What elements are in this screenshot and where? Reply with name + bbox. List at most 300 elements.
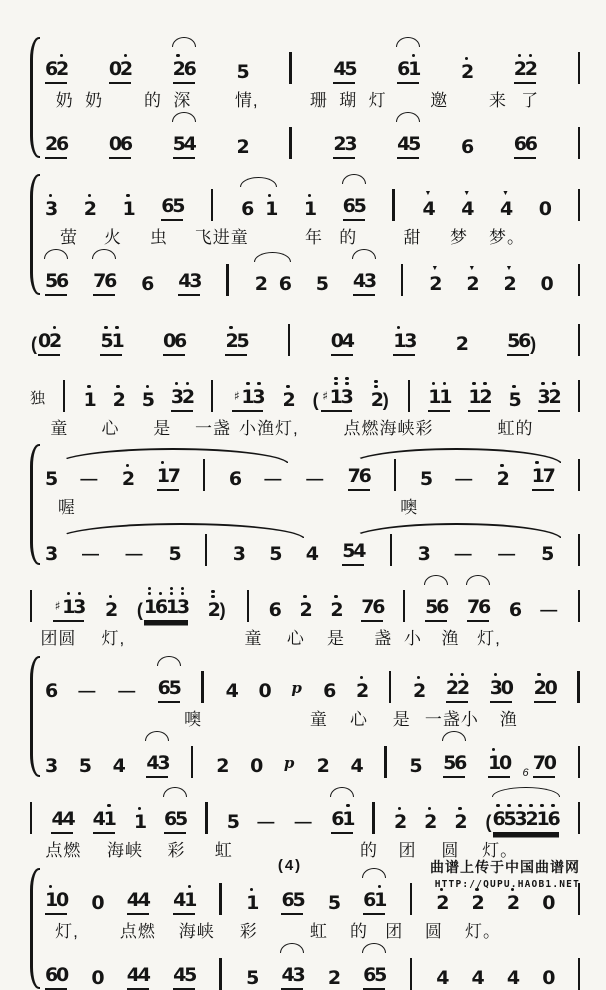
note-column bbox=[506, 954, 521, 990]
octave-dot-icon bbox=[417, 676, 421, 680]
note-column bbox=[508, 376, 522, 412]
note-digits bbox=[487, 752, 513, 778]
note-column bbox=[342, 527, 367, 566]
score bbox=[30, 36, 580, 990]
note-group bbox=[91, 954, 105, 990]
barline bbox=[578, 534, 580, 566]
lyric-word: 灯, bbox=[477, 629, 501, 648]
system-3 bbox=[30, 364, 580, 439]
note-group bbox=[228, 455, 243, 491]
note-digit: 0 bbox=[108, 133, 123, 155]
note-digit: 6 bbox=[241, 198, 255, 220]
tuplet-number: 6 bbox=[522, 767, 529, 779]
note-mark bbox=[56, 54, 67, 58]
note-digit: 3 bbox=[170, 386, 185, 408]
note-column bbox=[534, 664, 556, 703]
duration-dash: — bbox=[257, 812, 275, 831]
system-rows bbox=[30, 308, 580, 356]
note-mark bbox=[166, 587, 177, 596]
note-column bbox=[146, 739, 171, 778]
system-7 bbox=[30, 767, 580, 861]
note-column bbox=[460, 123, 475, 159]
octave-dot-icon bbox=[552, 382, 556, 386]
octave-dot-icon bbox=[175, 382, 179, 386]
lyric-word: 渔 bbox=[499, 710, 518, 729]
note-digit: 1 bbox=[143, 596, 158, 618]
note-column bbox=[348, 452, 370, 491]
music-row bbox=[45, 518, 580, 566]
note-group bbox=[500, 185, 514, 221]
lyric-word: 来 bbox=[489, 91, 508, 110]
lyric-word: 是 bbox=[153, 419, 172, 438]
note-mark bbox=[548, 804, 559, 808]
octave-dot-icon bbox=[334, 595, 338, 599]
note-marks-row bbox=[507, 954, 518, 967]
note-digits bbox=[343, 195, 365, 221]
note-column bbox=[93, 257, 118, 296]
note-column bbox=[393, 317, 418, 356]
note-marks-row bbox=[109, 45, 131, 58]
note-digits bbox=[269, 599, 280, 622]
barline bbox=[247, 590, 249, 622]
note-digits bbox=[246, 967, 260, 990]
note-group bbox=[485, 767, 561, 834]
note-digit: 0 bbox=[498, 752, 513, 774]
music-row bbox=[45, 173, 580, 221]
note-digits bbox=[121, 468, 136, 491]
note-digit: 5 bbox=[226, 811, 240, 833]
note-column bbox=[269, 586, 280, 622]
lyric-word: 童 bbox=[309, 710, 328, 729]
note-digit: 4 bbox=[352, 270, 367, 292]
barline bbox=[211, 189, 213, 221]
octave-dot-icon bbox=[303, 595, 307, 599]
note-mark bbox=[461, 57, 472, 61]
duration-dash: — bbox=[82, 544, 99, 563]
note-mark bbox=[120, 54, 131, 58]
note-digits bbox=[113, 755, 124, 778]
barline bbox=[578, 380, 580, 412]
note-group bbox=[45, 45, 70, 84]
note-marks-row bbox=[538, 373, 560, 386]
note-digit: 6 bbox=[342, 195, 356, 217]
note-digit: 3 bbox=[514, 808, 528, 830]
note-column bbox=[104, 586, 119, 622]
note-column bbox=[418, 530, 429, 566]
note-mark bbox=[113, 385, 124, 389]
note-group bbox=[342, 527, 367, 566]
note-digit: 4 bbox=[126, 964, 140, 986]
system-4 bbox=[30, 443, 580, 566]
note-digit: 3 bbox=[252, 386, 266, 408]
note-digit: 0 bbox=[330, 330, 344, 352]
note-digit: 2 bbox=[216, 755, 230, 777]
note-marks-row bbox=[109, 120, 131, 133]
octave-dot-icon bbox=[88, 194, 92, 198]
note-digit: 3 bbox=[232, 543, 247, 565]
system-rows bbox=[45, 173, 580, 296]
note-digits bbox=[503, 273, 517, 296]
note-group bbox=[133, 798, 148, 834]
note-mark bbox=[342, 377, 353, 386]
octave-dot-icon bbox=[432, 382, 436, 386]
note-mark bbox=[84, 194, 95, 198]
paren-close: ) bbox=[530, 334, 537, 354]
note-group bbox=[158, 664, 180, 703]
octave-dot-icon bbox=[535, 461, 539, 465]
note-group bbox=[45, 530, 59, 566]
note-digit: 2 bbox=[456, 677, 471, 699]
note-group bbox=[52, 583, 85, 622]
note-column bbox=[497, 455, 508, 491]
note-digit: 1 bbox=[156, 465, 170, 487]
barline bbox=[389, 671, 391, 703]
note-column bbox=[281, 951, 306, 990]
note-group bbox=[84, 185, 95, 221]
note-column bbox=[208, 586, 219, 622]
note-column bbox=[141, 260, 155, 296]
barline bbox=[578, 264, 580, 296]
note-marks-row bbox=[323, 667, 334, 680]
lyric-word: 奶 bbox=[55, 91, 74, 110]
barline bbox=[372, 802, 374, 834]
note-column bbox=[236, 123, 250, 159]
note-marks-row bbox=[532, 452, 554, 465]
note-digit: 2 bbox=[503, 273, 517, 295]
note-group bbox=[157, 452, 179, 491]
octave-dot-icon bbox=[374, 380, 378, 384]
note-column bbox=[45, 742, 59, 778]
note-mark bbox=[144, 587, 155, 596]
note-group bbox=[300, 586, 311, 622]
note-group bbox=[533, 739, 555, 778]
duration-dash: — bbox=[540, 600, 558, 619]
slur-arc-icon bbox=[466, 575, 490, 585]
note-digit: 5 bbox=[327, 892, 342, 914]
note-group bbox=[541, 530, 555, 566]
note-digit: 2 bbox=[429, 273, 443, 295]
note-column bbox=[38, 317, 63, 356]
octave-dot-icon bbox=[541, 382, 545, 386]
octave-dot-icon bbox=[124, 54, 128, 58]
note-group bbox=[508, 376, 522, 412]
note-digits bbox=[45, 755, 59, 778]
system-rows bbox=[30, 574, 580, 649]
slur-arc-icon bbox=[280, 943, 304, 953]
note-digit: 4 bbox=[341, 330, 355, 352]
system-brace-icon bbox=[30, 173, 40, 296]
note-group bbox=[331, 317, 353, 356]
note-marks-row bbox=[144, 583, 188, 596]
note-marks-row bbox=[350, 742, 361, 755]
lyric-word: 海峡 bbox=[178, 922, 215, 941]
note-group bbox=[136, 583, 191, 622]
note-digit: 0 bbox=[540, 273, 554, 295]
note-column bbox=[78, 742, 93, 778]
octave-dot-icon bbox=[146, 385, 150, 389]
note-group bbox=[45, 742, 59, 778]
lyric-word: 灯, bbox=[55, 922, 79, 941]
note-column bbox=[443, 739, 468, 778]
note-marks-row bbox=[514, 120, 536, 133]
note-digit: 3 bbox=[45, 543, 59, 565]
note-column bbox=[113, 376, 124, 412]
note-group bbox=[413, 667, 427, 703]
accent-icon: ▼ bbox=[502, 190, 509, 197]
note-column bbox=[331, 317, 353, 356]
note-mark bbox=[134, 807, 145, 811]
note-marks-row bbox=[127, 951, 149, 964]
slur-arc-icon bbox=[44, 249, 68, 259]
note-digit: 4 bbox=[173, 964, 187, 986]
note-group bbox=[123, 185, 134, 221]
note-digit: 4 bbox=[62, 808, 76, 830]
note-marks-row bbox=[394, 798, 405, 811]
octave-dot-icon bbox=[492, 748, 496, 752]
note-marks-row bbox=[428, 373, 450, 386]
barline bbox=[578, 52, 580, 84]
note-digits bbox=[226, 680, 237, 703]
note-group bbox=[227, 798, 238, 834]
note-digits bbox=[143, 596, 191, 622]
note-digit: 5 bbox=[168, 677, 182, 699]
note-column bbox=[121, 455, 136, 491]
note-digit: 4 bbox=[183, 133, 197, 155]
note-column bbox=[409, 742, 423, 778]
note-column bbox=[45, 951, 70, 990]
octave-dot-icon bbox=[107, 804, 111, 808]
barline bbox=[289, 52, 291, 84]
note-digits bbox=[429, 273, 443, 296]
note-mark bbox=[171, 382, 182, 386]
note-group bbox=[173, 120, 195, 159]
note-marks-row bbox=[45, 742, 56, 755]
octave-dot-icon bbox=[529, 804, 533, 808]
note-digit: 6 bbox=[268, 599, 282, 621]
note-digit: 6 bbox=[173, 330, 188, 352]
note-digit: 4 bbox=[92, 808, 106, 830]
note-digits bbox=[323, 680, 337, 703]
note-marks-row bbox=[236, 48, 247, 61]
lyric-word: 是 bbox=[327, 629, 345, 648]
barline bbox=[401, 264, 403, 296]
note-column bbox=[363, 951, 388, 990]
octave-dot-icon bbox=[360, 676, 364, 680]
octave-dot-icon bbox=[461, 673, 465, 677]
note-digit: 2 bbox=[506, 892, 521, 914]
note-column bbox=[45, 667, 59, 703]
note-digits bbox=[127, 964, 149, 990]
note-mark bbox=[493, 804, 504, 808]
note-group bbox=[255, 260, 290, 296]
note-group bbox=[93, 257, 118, 296]
note-mark bbox=[468, 382, 479, 386]
note-digit: 5 bbox=[78, 755, 93, 777]
note-digit: 5 bbox=[45, 270, 59, 292]
duration-dash: — bbox=[80, 469, 98, 488]
note-digit: 1 bbox=[165, 596, 180, 618]
note-marks-row bbox=[468, 373, 490, 386]
octave-dot-icon bbox=[374, 385, 378, 389]
note-column bbox=[300, 586, 311, 622]
note-mark bbox=[446, 673, 457, 677]
note-group bbox=[303, 185, 318, 221]
note-group bbox=[513, 45, 539, 84]
octave-dot-icon bbox=[126, 464, 130, 468]
note-digit: 5 bbox=[503, 808, 517, 830]
note-group bbox=[281, 951, 306, 990]
note-column bbox=[246, 954, 260, 990]
barline bbox=[578, 590, 580, 622]
note-digit: 7 bbox=[467, 596, 481, 618]
note-digit: 6 bbox=[164, 808, 178, 830]
note-column bbox=[143, 583, 191, 622]
note-digit: 5 bbox=[443, 752, 457, 774]
note-digit: 4 bbox=[436, 967, 450, 989]
note-mark bbox=[304, 194, 315, 198]
note-digits bbox=[533, 752, 555, 778]
system-rows bbox=[45, 36, 580, 159]
note-digits bbox=[93, 270, 118, 296]
note-digits bbox=[538, 386, 560, 412]
note-group bbox=[269, 586, 280, 622]
dynamic-p: p bbox=[291, 679, 302, 697]
page-footer bbox=[0, 857, 580, 897]
note-digit: 2 bbox=[445, 677, 460, 699]
note-mark bbox=[394, 807, 405, 811]
note-digit: 4 bbox=[353, 540, 367, 562]
lyric-word: 点燃 bbox=[45, 841, 82, 860]
octave-dot-icon bbox=[116, 385, 120, 389]
system-interlude bbox=[30, 308, 580, 356]
octave-dot-icon bbox=[518, 54, 522, 58]
note-digit: 1 bbox=[428, 386, 442, 408]
note-group bbox=[121, 455, 136, 491]
note-marks-row bbox=[269, 586, 280, 599]
note-marks-row bbox=[246, 954, 257, 967]
note-group bbox=[113, 376, 124, 412]
note-group bbox=[422, 185, 436, 221]
note-digit: 5 bbox=[292, 889, 306, 911]
note-group bbox=[170, 373, 196, 412]
system-rows bbox=[45, 655, 580, 778]
note-digits bbox=[100, 330, 125, 356]
note-digits bbox=[397, 58, 422, 84]
note-group bbox=[393, 317, 418, 356]
note-digit: 6 bbox=[56, 270, 70, 292]
note-column bbox=[507, 317, 532, 356]
note-digit: 2 bbox=[330, 599, 344, 621]
note-digit: 5 bbox=[45, 468, 59, 490]
note-digits bbox=[350, 755, 364, 778]
note-digit: 1 bbox=[374, 889, 388, 911]
note-marks-row bbox=[490, 664, 512, 677]
note-digit: 0 bbox=[538, 198, 553, 220]
octave-dot-icon bbox=[465, 57, 469, 61]
note-mark bbox=[177, 587, 188, 596]
note-mark bbox=[508, 385, 519, 389]
note-column bbox=[178, 257, 203, 296]
note-group bbox=[506, 954, 521, 990]
lyric-word: 小渔灯, bbox=[239, 419, 299, 438]
note-digits bbox=[371, 389, 382, 412]
note-digit: 4 bbox=[471, 967, 485, 989]
note-digit: 2 bbox=[466, 273, 480, 295]
note-group bbox=[236, 123, 250, 159]
note-marks-row bbox=[534, 664, 556, 677]
note-digits bbox=[352, 270, 378, 296]
note-digit: 2 bbox=[455, 333, 469, 355]
note-column bbox=[513, 120, 539, 159]
note-marks-row bbox=[413, 667, 424, 680]
note-digit: 6 bbox=[278, 273, 292, 295]
note-digits bbox=[327, 967, 342, 990]
octave-dot-icon bbox=[346, 804, 350, 808]
note-digit: 2 bbox=[471, 892, 485, 914]
note-column bbox=[428, 373, 453, 412]
music-row bbox=[30, 364, 580, 412]
accent-icon: ▼ bbox=[505, 265, 513, 272]
note-group bbox=[331, 795, 356, 834]
octave-dot-icon bbox=[397, 326, 401, 330]
note-digits bbox=[419, 468, 434, 491]
note-mark bbox=[253, 382, 264, 386]
lyric-word: 彩 bbox=[167, 841, 186, 860]
note-column bbox=[305, 530, 320, 566]
note-marks-row bbox=[429, 260, 440, 273]
note-digit: 1 bbox=[246, 892, 260, 914]
note-mark bbox=[155, 592, 166, 596]
note-marks-row bbox=[282, 376, 293, 389]
octave-dot-icon bbox=[159, 592, 163, 596]
note-column bbox=[533, 739, 555, 778]
sharp-icon: ♯ bbox=[233, 389, 240, 403]
note-digits bbox=[348, 465, 370, 491]
note-digit: 2 bbox=[548, 386, 562, 408]
note-digit: 1 bbox=[536, 808, 550, 830]
note-digits bbox=[108, 133, 134, 159]
octave-dot-icon bbox=[161, 461, 165, 465]
note-column bbox=[269, 530, 283, 566]
note-group bbox=[538, 373, 560, 412]
note-group bbox=[538, 185, 553, 221]
note-marks-row bbox=[45, 120, 67, 133]
note-digits bbox=[513, 133, 539, 159]
octave-dot-icon bbox=[472, 382, 476, 386]
note-column bbox=[225, 317, 250, 356]
note-digit: 2 bbox=[333, 133, 347, 155]
note-marks-row bbox=[503, 260, 514, 273]
lyric-word: 一盏小 bbox=[424, 710, 479, 729]
note-mark bbox=[122, 464, 133, 468]
note-column bbox=[164, 795, 189, 834]
note-group bbox=[397, 45, 422, 84]
note-group bbox=[356, 667, 370, 703]
slur-arc-icon bbox=[362, 943, 386, 953]
note-digit: 5 bbox=[408, 133, 422, 155]
note-digit: 6 bbox=[228, 468, 243, 490]
note-column bbox=[333, 120, 358, 159]
note-group bbox=[241, 185, 279, 221]
barline bbox=[408, 380, 410, 412]
note-group bbox=[108, 120, 134, 159]
note-digits bbox=[161, 195, 186, 221]
note-group bbox=[541, 260, 552, 296]
music-row bbox=[45, 655, 580, 703]
note-digit: 5 bbox=[236, 61, 250, 83]
note-column bbox=[419, 455, 434, 491]
note-mark bbox=[371, 380, 382, 389]
